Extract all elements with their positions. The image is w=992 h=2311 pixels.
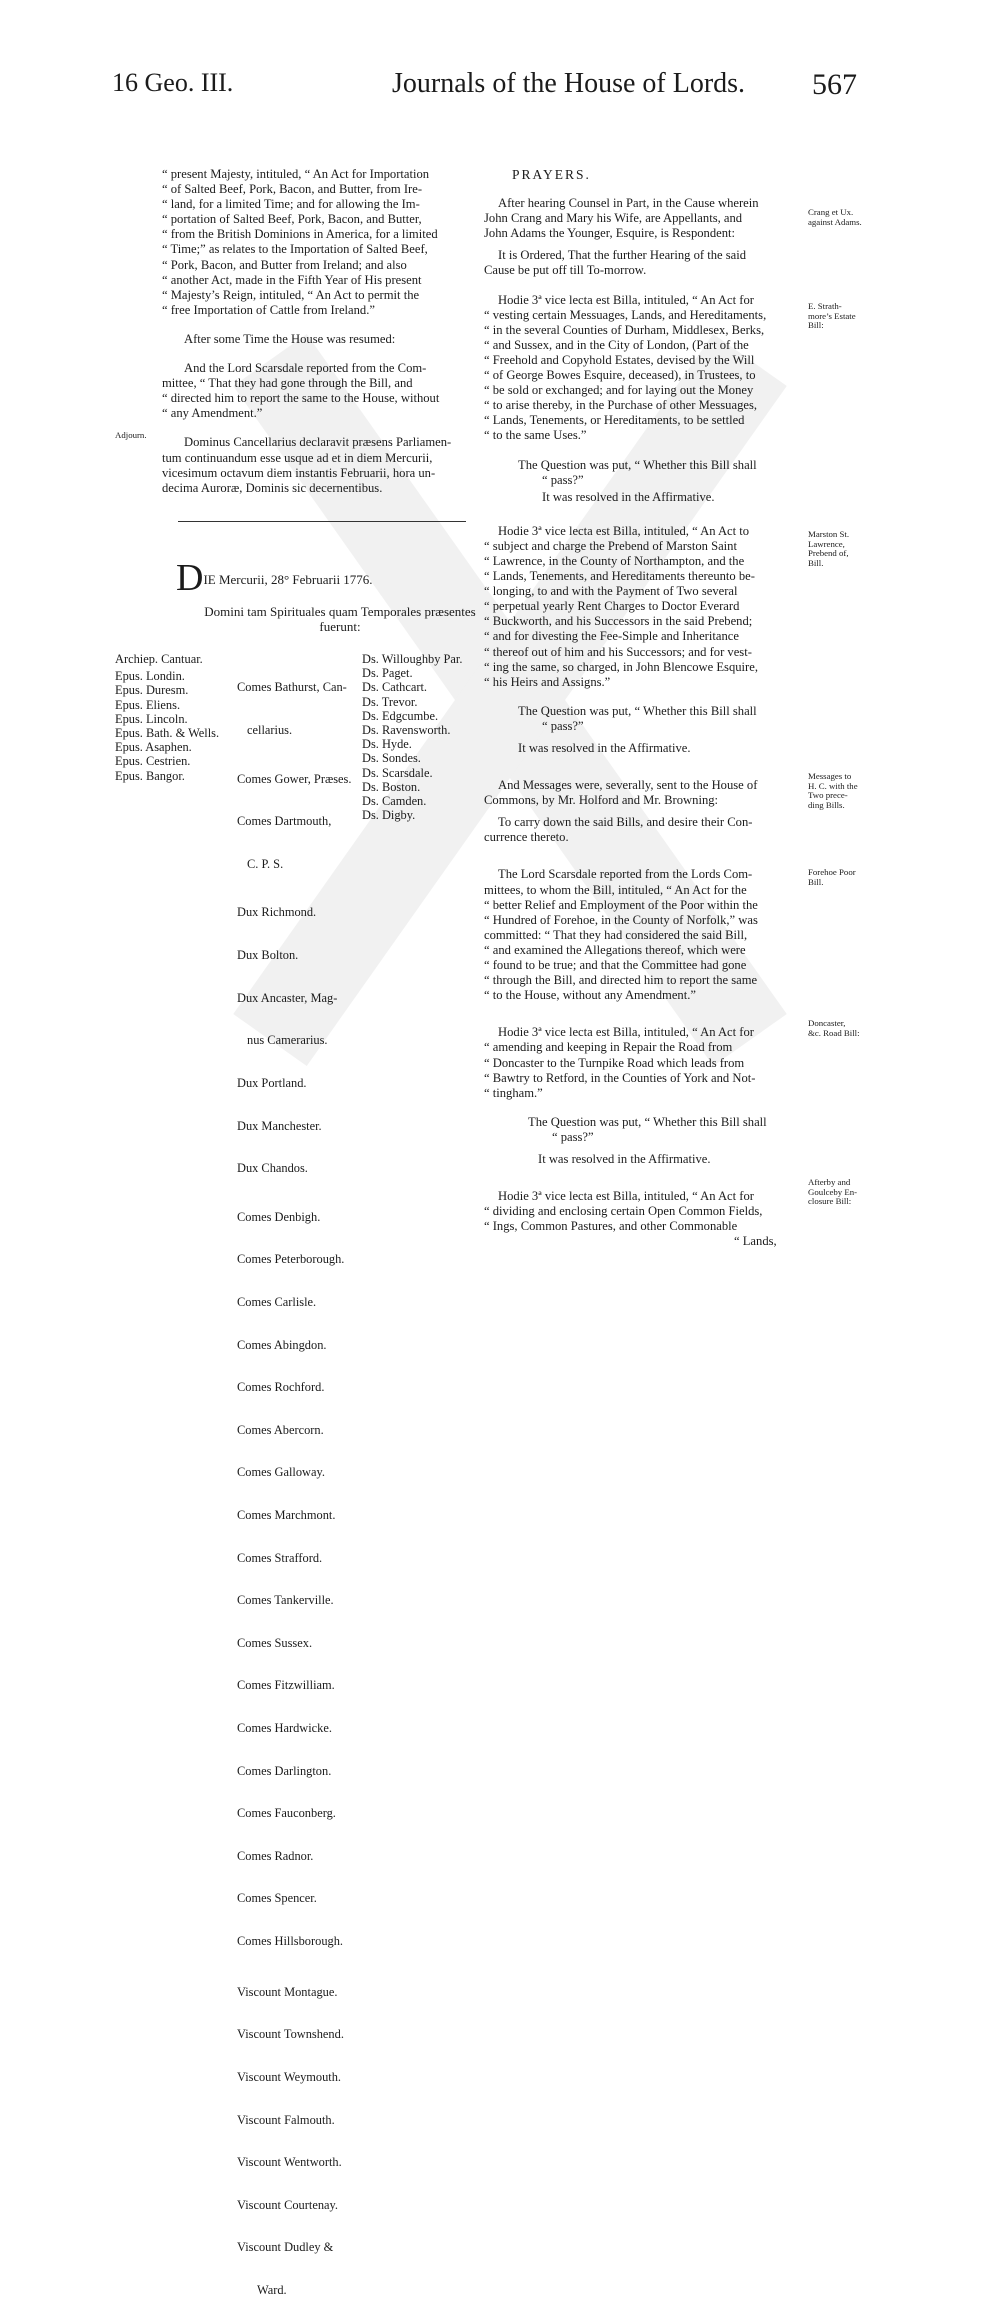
margin-note-strathmore — [808, 302, 856, 331]
text-line: “ land, for a limited Time; and for allowing the Im- — [162, 197, 420, 212]
day-heading — [176, 557, 373, 599]
lord-entry: Epus. Bath. & Wells. — [115, 726, 220, 741]
text-line: Hodie 3ª vice lecta est Billa, intituled, “ An Act to — [498, 523, 750, 538]
lord-entry: Comes Fauconberg. — [237, 1806, 336, 1821]
lord-entry: Epus. Cestrien. — [115, 754, 191, 769]
lord-entry: Comes Peterborough. — [237, 1252, 345, 1267]
text-line: “ Lands, Tenements, and Hereditaments thereunto be- — [484, 569, 755, 584]
text-line: “ to arise thereby, in the Purchase of other Messuages, — [484, 398, 758, 413]
margin-note-messages — [808, 772, 858, 810]
text-line: “ directed him to report the same to the House, without — [162, 391, 440, 406]
text-line: committed: “ That they had considered the said Bill, — [484, 927, 748, 942]
question-put — [484, 1115, 800, 1145]
question-put — [484, 704, 800, 734]
lord-entry: Ds. Camden. — [362, 794, 427, 809]
lord-entry: Comes Fitzwilliam. — [237, 1678, 335, 1693]
lord-entry: Ds. Edgcumbe. — [362, 708, 439, 723]
margin-note-marston — [808, 530, 849, 568]
text-line: “ Hundred of Forehoe, in the County of Norfolk,” was — [484, 912, 758, 927]
margin-line: Doncaster, — [808, 1018, 846, 1028]
lord-entry: cellarius. — [247, 723, 293, 738]
text-line: tum continuandum esse usque ad et in diem Mercurii, — [162, 450, 433, 465]
margin-note-afterby — [808, 1178, 857, 1207]
lord-entry: Ds. Boston. — [362, 779, 421, 794]
margin-line: &c. Road Bill: — [808, 1027, 860, 1038]
margin-line: ding Bills. — [808, 799, 845, 810]
lord-entry: Ds. Scarsdale. — [362, 765, 433, 780]
text-line: Commons, by Mr. Holford and Mr. Browning: — [484, 793, 719, 808]
margin-line: Bill. — [808, 876, 824, 887]
text-line: “ found to be true; and that the Committee had gone — [484, 958, 747, 973]
text-line: Hodie 3ª vice lecta est Billa, intituled, “ An Act for — [498, 292, 754, 307]
margin-line: Messages to — [808, 771, 852, 781]
text-line: fuerunt: — [319, 619, 361, 634]
text-line: “ another Act, made in the Fifth Year of His present — [162, 272, 422, 287]
text-line: Domini tam Spirituales quam Temporales præsentes — [204, 604, 476, 619]
lord-entry: Ds. Digby. — [362, 808, 416, 823]
lord-entry: Ds. Hyde. — [362, 737, 412, 752]
text-line: decima Auroræ, Dominis sic decernentibus. — [162, 480, 383, 495]
temporal-lords-list-2 — [362, 652, 462, 822]
text-line: “ pass?” — [542, 718, 584, 733]
margin-line: Two prece- — [808, 790, 848, 801]
text-line: “ free Importation of Cattle from Ireland.” — [162, 302, 375, 317]
text-line: currence thereto. — [484, 830, 569, 845]
text-line: “ dividing and enclosing certain Open Common Fields, — [484, 1204, 763, 1219]
lord-entry: Viscount Falmouth. — [237, 2112, 335, 2127]
text-line: “ and examined the Allegations thereof, which were — [484, 942, 746, 957]
lord-entry: Epus. Asaphen. — [115, 740, 192, 755]
lord-entry: Comes Darlington. — [237, 1763, 332, 1778]
margin-line: more’s Estate — [808, 310, 856, 321]
lord-entry: Epus. Bangor. — [115, 768, 185, 783]
lord-entry: Ward. — [257, 2282, 287, 2297]
lord-entry: Comes Abercorn. — [237, 1422, 324, 1437]
text-line: “ and Sussex, and in the City of London, (Part of the — [484, 337, 749, 352]
text-line: “ pass?” — [552, 1129, 594, 1144]
text-line: “ Lands, Tenements, or Hereditaments, to be settled — [484, 413, 745, 428]
text-line: mittees, to whom the Bill, intituled, “ An Act for the — [484, 882, 747, 897]
marston-bill — [484, 524, 800, 690]
text-line: “ through the Bill, and directed him to report the same — [484, 973, 758, 988]
text-line: “ to the House, without any Amendment.” — [484, 988, 696, 1003]
text-line: John Adams the Younger, Esquire, is Respondent: — [484, 226, 736, 241]
text-line: “ Pork, Bacon, and Butter from Ireland; and also — [162, 257, 407, 272]
text-line: “ Majesty’s Reign, intituled, “ An Act to permit the — [162, 287, 420, 302]
text-line: “ be sold or exchanged; and for laying out the Money — [484, 383, 754, 398]
text-line: The Question was put, “ Whether this Bill shall — [518, 703, 757, 718]
margin-note-doncaster — [808, 1019, 860, 1038]
text-line: “ of Salted Beef, Pork, Bacon, and Butter, from Ire- — [162, 182, 423, 197]
lord-entry: Dux Ancaster, Mag- — [237, 990, 338, 1005]
section-heading-prayers: PRAYERS. — [512, 167, 591, 182]
lord-entry: Epus. Londin. — [115, 669, 185, 684]
scarsdale-report — [162, 361, 484, 421]
text-line: The Lord Scarsdale reported from the Lords Com- — [498, 867, 753, 882]
drop-cap: D — [176, 557, 204, 599]
adjournment-paragraph — [162, 435, 484, 495]
margin-line: closure Bill: — [808, 1196, 852, 1207]
lord-entry: Viscount Dudley & — [237, 2240, 334, 2255]
text-line: “ his Heirs and Assigns.” — [484, 674, 611, 689]
text-line: “ to the same Uses.” — [484, 428, 587, 443]
text-line: “ Buckworth, and his Successors in the said Prebend; — [484, 614, 753, 629]
text-line: “ Bawtry to Retford, in the Counties of York and Not- — [484, 1070, 756, 1085]
header-page-number: 567 — [812, 68, 857, 101]
text-line: “ amending and keeping in Repair the Road from — [484, 1040, 733, 1055]
question-put — [484, 458, 800, 488]
lord-entry: Comes Marchmont. — [237, 1507, 336, 1522]
margin-note-crang — [808, 208, 862, 227]
text-line: Hodie 3ª vice lecta est Billa, intituled, “ An Act for — [498, 1025, 754, 1040]
text-line: Hodie 3ª vice lecta est Billa, intituled, “ An Act for — [498, 1189, 754, 1204]
lord-entry: Dux Bolton. — [237, 948, 299, 963]
lord-entry: Epus. Lincoln. — [115, 711, 188, 726]
text-line: “ of George Bowes Esquire, deceased), in Trustees, to — [484, 368, 756, 383]
lord-entry: Comes Sussex. — [237, 1635, 313, 1650]
act-continuation — [162, 167, 484, 318]
margin-note-forehoe — [808, 868, 856, 887]
lord-entry: Ds. Trevor. — [362, 694, 418, 709]
ordered-paragraph — [484, 248, 800, 278]
margin-line: Lawrence, — [808, 538, 845, 549]
lord-entry: Comes Gower, Præses. — [237, 771, 352, 786]
text-line: mittee, “ That they had gone through the Bill, and — [162, 376, 413, 391]
margin-line: Marston St. — [808, 529, 850, 539]
margin-line: Goulceby En- — [808, 1186, 858, 1197]
text-line: “ any Amendment.” — [162, 406, 263, 421]
lord-entry: Comes Tankerville. — [237, 1593, 334, 1608]
header-regnal-year: 16 Geo. III. — [112, 68, 234, 97]
lord-entry: Viscount Weymouth. — [237, 2069, 342, 2084]
lord-entry: Ds. Cathcart. — [362, 680, 428, 695]
resolution: It was resolved in the Affirmative. — [518, 741, 691, 755]
text-line: The Question was put, “ Whether this Bill shall — [518, 457, 757, 472]
lord-entry: Ds. Sondes. — [362, 751, 421, 766]
header-journal-title: Journals of the House of Lords. — [392, 68, 746, 99]
lord-entry: Viscount Wentworth. — [237, 2155, 342, 2170]
temporal-lords-list-1 — [237, 652, 351, 2311]
forehoe-report — [484, 867, 800, 1003]
margin-line: Crang et Ux. — [808, 207, 854, 217]
lord-entry: Archiep. Cantuar. — [115, 652, 203, 666]
margin-line: Bill. — [808, 557, 824, 568]
margin-line: Afterby and — [808, 1177, 851, 1187]
lord-entry: Comes Strafford. — [237, 1550, 323, 1565]
margin-line: against Adams. — [808, 216, 862, 227]
text-line: “ pass?” — [542, 472, 584, 487]
text-line: Cause be put off till To-morrow. — [484, 263, 647, 278]
right-column — [484, 167, 800, 1249]
text-line: And Messages were, severally, sent to the House of — [498, 778, 758, 793]
text-line: “ thereof out of him and his Successors; and for vest- — [484, 644, 752, 659]
lord-entry: Ds. Paget. — [362, 666, 413, 681]
lord-entry: nus Camerarius. — [247, 1033, 328, 1048]
lord-entry: Viscount Townshend. — [237, 2027, 344, 2042]
text-line: “ better Relief and Employment of the Poor within the — [484, 897, 758, 912]
lord-entry: Comes Hardwicke. — [237, 1721, 332, 1736]
text-line: “ perpetual yearly Rent Charges to Doctor Everard — [484, 599, 740, 614]
text-line: “ and for divesting the Fee-Simple and Inheritance — [484, 629, 739, 644]
text-line: “ Doncaster to the Turnpike Road which leads from — [484, 1055, 745, 1070]
lord-entry: Comes Galloway. — [237, 1465, 325, 1480]
text-line: “ present Majesty, intituled, “ An Act for Importation — [162, 167, 430, 181]
section-rule — [178, 521, 466, 522]
lord-entry: Comes Radnor. — [237, 1848, 314, 1863]
text-line: “ in the several Counties of Durham, Middlesex, Berks, — [484, 322, 765, 337]
lord-entry: Comes Spencer. — [237, 1891, 317, 1906]
text-line: “ longing, to and with the Payment of Two several — [484, 584, 738, 599]
text-line: Dominus Cancellarius declaravit præsens Parliamen- — [184, 435, 452, 450]
lord-entry: Dux Richmond. — [237, 905, 317, 920]
text-line: “ subject and charge the Prebend of Marston Saint — [484, 538, 737, 553]
lord-entry: Comes Rochford. — [237, 1380, 325, 1395]
lord-entry: Comes Abingdon. — [237, 1337, 327, 1352]
text-line: “ tingham.” — [484, 1085, 543, 1100]
lords-present-heading — [196, 604, 484, 634]
text-line: “ Ings, Common Pastures, and other Commonable — [484, 1219, 738, 1234]
text-line: “ from the British Dominions in America, for a limited — [162, 227, 438, 242]
text-line: To carry down the said Bills, and desire their Con- — [498, 815, 753, 830]
text-line: “ Lawrence, in the County of Northampton, and the — [484, 553, 745, 568]
lord-entry: Comes Carlisle. — [237, 1294, 317, 1309]
strathmore-bill — [484, 293, 800, 444]
text-line: “ ing the same, so charged, in John Blencowe Esquire, — [484, 659, 758, 674]
lord-entry: Dux Portland. — [237, 1075, 307, 1090]
text-line: “ vesting certain Messuages, Lands, and Hereditaments, — [484, 307, 767, 322]
lord-entry: Comes Hillsborough. — [237, 1934, 344, 1949]
lord-entry: Dux Chandos. — [237, 1161, 308, 1176]
margin-line: Forehoe Poor — [808, 867, 856, 877]
day-heading-text: IE Mercurii, 28° Februarii 1776. — [203, 572, 373, 587]
text-line: “ Lands, — [734, 1234, 777, 1249]
crang-cause — [484, 196, 800, 241]
text-line: “ Time;” as relates to the Importation of Salted Beef, — [162, 242, 428, 257]
text-line: “ Freehold and Copyhold Estates, devised by the Will — [484, 352, 755, 367]
messages-paragraph — [484, 778, 800, 808]
doncaster-bill — [484, 1025, 800, 1100]
afterby-bill — [484, 1189, 800, 1249]
margin-line: E. Strath- — [808, 301, 842, 311]
text-line: vicesimum octavum diem instantis Februarii, hora un- — [162, 465, 436, 480]
lord-entry: Viscount Montague. — [237, 1984, 338, 1999]
lord-entry: C. P. S. — [247, 856, 284, 871]
text-line: And the Lord Scarsdale reported from the Com- — [184, 361, 427, 376]
text-line: John Crang and Mary his Wife, are Appellants, and — [484, 211, 743, 226]
margin-line: Bill: — [808, 320, 824, 331]
house-resumed: After some Time the House was resumed: — [184, 331, 396, 346]
resolution: It was resolved in the Affirmative. — [542, 489, 715, 504]
lord-entry: Comes Dartmouth, — [237, 814, 332, 829]
lord-entry: Epus. Duresm. — [115, 683, 189, 698]
text-line: After hearing Counsel in Part, in the Cause wherein — [498, 196, 759, 211]
concurrence-paragraph — [484, 815, 800, 845]
lord-entry: Comes Denbigh. — [237, 1209, 321, 1224]
text-line: “ portation of Salted Beef, Pork, Bacon, and Butter, — [162, 212, 422, 227]
lord-entry: Ds. Willoughby Par. — [362, 652, 463, 666]
lord-entry: Ds. Ravensworth. — [362, 723, 451, 738]
resolution: It was resolved in the Affirmative. — [538, 1151, 711, 1166]
lord-entry: Dux Manchester. — [237, 1118, 322, 1133]
margin-line: Prebend of, — [808, 548, 849, 559]
spiritual-lords-list — [115, 652, 219, 783]
lord-entry: Epus. Eliens. — [115, 697, 181, 712]
text-line: It is Ordered, That the further Hearing of the said — [498, 248, 747, 263]
lord-entry: Viscount Courtenay. — [237, 2197, 338, 2212]
lord-entry: Comes Bathurst, Can- — [237, 680, 347, 695]
margin-line: H. C. with the — [808, 780, 858, 791]
text-line: The Question was put, “ Whether this Bill shall — [528, 1114, 767, 1129]
left-column — [162, 167, 484, 496]
margin-note-adjourn: Adjourn. — [115, 430, 147, 440]
